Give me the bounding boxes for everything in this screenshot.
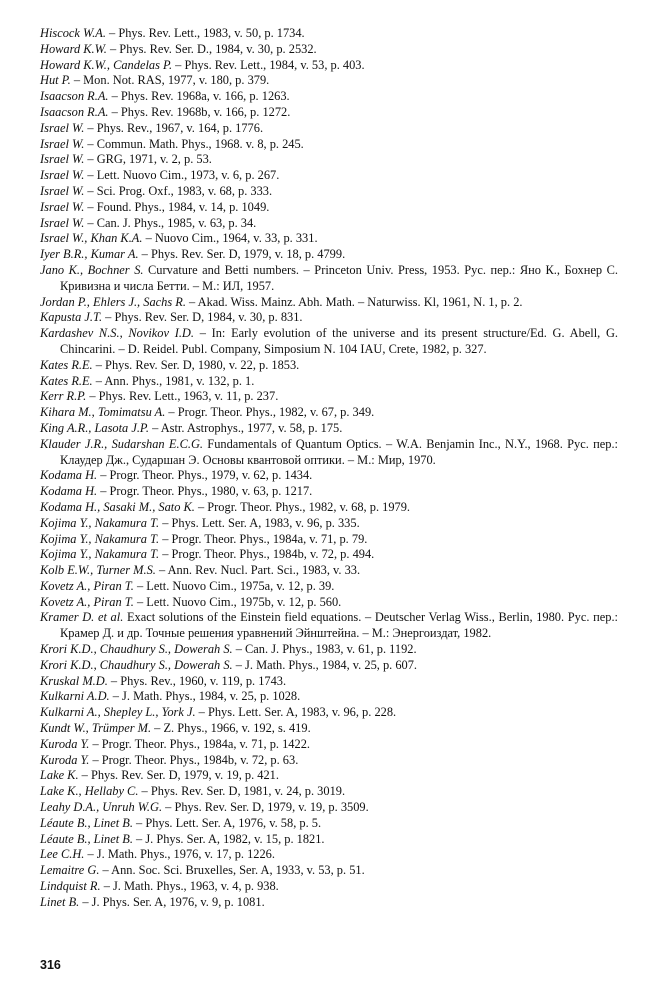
reference-authors: Kolb E.W., Turner M.S. xyxy=(40,563,156,578)
reference-authors: Kuroda Y. xyxy=(40,736,90,751)
reference-entry xyxy=(40,42,618,58)
reference-citation: Curvature and Betti numbers. – Princeton Univ. Press, 1953. Рус. пер.: Яно К., Бохнер С. Кривизна и числа Бетти. – М.: ИЛ, 1957. xyxy=(60,262,618,293)
reference-entry xyxy=(40,737,618,753)
reference-list xyxy=(40,26,618,911)
reference-entry xyxy=(40,516,618,532)
reference-authors: Lemaitre G. xyxy=(40,863,100,878)
reference-entry xyxy=(40,437,618,469)
reference-entry xyxy=(40,374,618,390)
reference-entry xyxy=(40,421,618,437)
reference-authors: Hiscock W.A. xyxy=(40,26,106,40)
reference-citation: – Phys. Rev. 1968b, v. 166, p. 1272. xyxy=(108,104,291,119)
reference-entry xyxy=(40,263,618,295)
reference-entry xyxy=(40,563,618,579)
reference-authors: Lake K. xyxy=(40,768,79,783)
reference-entry xyxy=(40,152,618,168)
reference-entry xyxy=(40,800,618,816)
reference-entry xyxy=(40,484,618,500)
reference-authors: Hut P. xyxy=(40,73,71,88)
reference-authors: Kihara M., Tomimatsu A. xyxy=(40,405,166,420)
reference-authors: Krori K.D., Chaudhury S., Dowerah S. xyxy=(40,642,233,657)
reference-citation: – Phys. Rev. Ser. D, 1980, v. 22, p. 1853. xyxy=(92,357,300,372)
reference-authors: Kojima Y., Nakamura T. xyxy=(40,531,160,546)
reference-citation: – Progr. Theor. Phys., 1980, v. 63, p. 1217. xyxy=(97,484,313,499)
reference-entry xyxy=(40,532,618,548)
reference-citation: – Sci. Prog. Oxf., 1983, v. 68, p. 333. xyxy=(84,183,273,198)
reference-entry xyxy=(40,642,618,658)
page-number: 316 xyxy=(40,958,61,972)
reference-authors: Howard K.W., Candelas P. xyxy=(40,57,173,72)
reference-citation: – J. Math. Phys., 1984, v. 25, p. 607. xyxy=(232,657,418,672)
reference-authors: Isaacson R.A. xyxy=(40,104,109,119)
reference-entry xyxy=(40,768,618,784)
reference-authors: Kulkarni A.D. xyxy=(40,689,110,704)
reference-authors: Kerr R.P. xyxy=(40,389,87,404)
reference-citation: – Phys. Rev. Ser. D., 1984, v. 30, p. 2532. xyxy=(106,41,317,56)
reference-authors: Kramer D. et al. xyxy=(40,610,124,625)
reference-entry xyxy=(40,405,618,421)
reference-entry xyxy=(40,310,618,326)
reference-citation: – Phys. Rev., 1967, v. 164, p. 1776. xyxy=(84,120,264,135)
reference-entry xyxy=(40,326,618,358)
reference-authors: Léaute B., Linet B. xyxy=(40,815,133,830)
reference-authors: Israel W. xyxy=(40,168,85,183)
reference-citation: – Ann. Rev. Nucl. Part. Sci., 1983, v. 33. xyxy=(155,563,361,578)
reference-citation: – Can. J. Phys., 1985, v. 63, p. 34. xyxy=(84,215,257,230)
reference-entry xyxy=(40,705,618,721)
reference-citation: – Progr. Theor. Phys., 1984a, v. 71, p. 1422. xyxy=(89,736,310,751)
reference-entry xyxy=(40,121,618,137)
reference-citation: – Progr. Theor. Phys., 1982, v. 67, p. 349. xyxy=(165,405,375,420)
reference-citation: – Mon. Not. RAS, 1977, v. 180, p. 379. xyxy=(70,73,270,88)
reference-entry xyxy=(40,358,618,374)
reference-citation: – Phys. Lett. Ser. A, 1976, v. 58, p. 5. xyxy=(132,815,322,830)
reference-entry xyxy=(40,879,618,895)
reference-entry xyxy=(40,216,618,232)
reference-entry xyxy=(40,58,618,74)
reference-citation: – Phys. Rev. 1968a, v. 166, p. 1263. xyxy=(108,89,290,104)
reference-citation: – J. Math. Phys., 1976, v. 17, p. 1226. xyxy=(84,847,275,862)
reference-authors: Lake K., Hellaby C. xyxy=(40,784,139,799)
reference-entry xyxy=(40,595,618,611)
reference-authors: Israel W., Khan K.A. xyxy=(40,231,143,246)
reference-citation: – Can. J. Phys., 1983, v. 61, p. 1192. xyxy=(232,642,417,657)
reference-entry xyxy=(40,832,618,848)
reference-citation: – Lett. Nuovo Cim., 1975b, v. 12, p. 560. xyxy=(133,594,342,609)
reference-authors: King A.R., Lasota J.P. xyxy=(40,420,150,435)
reference-citation: – Phys. Rev. Ser. D, 1979, v. 19, p. 3509. xyxy=(162,800,369,815)
reference-authors: Lindquist R. xyxy=(40,879,101,894)
reference-entry xyxy=(40,184,618,200)
reference-citation: – J. Phys. Ser. A, 1976, v. 9, p. 1081. xyxy=(79,894,265,909)
reference-authors: Israel W. xyxy=(40,120,85,135)
reference-authors: Kodama H., Sasaki M., Sato K. xyxy=(40,499,195,514)
reference-authors: Israel W. xyxy=(40,136,85,151)
reference-entry xyxy=(40,168,618,184)
reference-authors: Kodama H. xyxy=(40,484,98,499)
reference-authors: Kuroda Y. xyxy=(40,752,90,767)
reference-citation: – GRG, 1971, v. 2, p. 53. xyxy=(84,152,212,167)
reference-citation: – Phys. Rev. Ser. D, 1981, v. 24, p. 3019. xyxy=(138,784,346,799)
reference-authors: Isaacson R.A. xyxy=(40,89,109,104)
reference-citation: – Nuovo Cim., 1964, v. 33, p. 331. xyxy=(142,231,318,246)
reference-entry xyxy=(40,579,618,595)
reference-citation: – Progr. Theor. Phys., 1982, v. 68, p. 1979. xyxy=(194,499,411,514)
reference-citation: – Phys. Rev. Ser. D, 1984, v. 30, p. 831. xyxy=(102,310,303,325)
reference-entry xyxy=(40,73,618,89)
reference-citation: – Commun. Math. Phys., 1968. v. 8, p. 245. xyxy=(84,136,304,151)
reference-entry xyxy=(40,721,618,737)
reference-authors: Israel W. xyxy=(40,183,85,198)
reference-authors: Kapusta J.T. xyxy=(40,310,103,325)
reference-entry xyxy=(40,674,618,690)
reference-citation: – Lett. Nuovo Cim., 1975a, v. 12, p. 39. xyxy=(133,578,335,593)
reference-entry xyxy=(40,295,618,311)
reference-citation: – Phys. Rev. Ser. D, 1979, v. 19, p. 421. xyxy=(78,768,279,783)
reference-citation: – Ann. Phys., 1981, v. 132, p. 1. xyxy=(92,373,255,388)
reference-citation: – Astr. Astrophys., 1977, v. 58, p. 175. xyxy=(149,420,343,435)
reference-authors: Lee C.H. xyxy=(40,847,85,862)
reference-entry xyxy=(40,610,618,642)
reference-citation: – Phys. Rev., 1960, v. 119, p. 1743. xyxy=(107,673,287,688)
reference-entry xyxy=(40,816,618,832)
reference-entry xyxy=(40,689,618,705)
reference-citation: – Progr. Theor. Phys., 1979, v. 62, p. 1434. xyxy=(97,468,313,483)
reference-entry xyxy=(40,389,618,405)
reference-authors: Klauder J.R., Sudarshan E.C.G. xyxy=(40,436,203,451)
reference-entry xyxy=(40,89,618,105)
reference-citation: – J. Math. Phys., 1963, v. 4, p. 938. xyxy=(100,879,279,894)
reference-citation: – Progr. Theor. Phys., 1984a, v. 71, p. 79. xyxy=(159,531,368,546)
reference-entry xyxy=(40,26,618,42)
reference-authors: Kates R.E. xyxy=(40,373,93,388)
reference-citation: – Phys. Lett. Ser. A, 1983, v. 96, p. 228. xyxy=(195,705,397,720)
reference-authors: Howard K.W. xyxy=(40,41,107,56)
reference-citation: – In: Early evolution of the universe and its present structure/Ed. G. Abell, G. Chincarini. – D. Reidel. Publ. Company, Simposium N. 104 IAU, Crete, 1982, p. 327. xyxy=(60,326,619,356)
reference-entry xyxy=(40,863,618,879)
reference-citation: – Progr. Theor. Phys., 1984b, v. 72, p. 494. xyxy=(159,547,375,562)
reference-authors: Jordan P., Ehlers J., Sachs R. xyxy=(40,294,186,309)
reference-entry xyxy=(40,137,618,153)
reference-citation: – J. Math. Phys., 1984, v. 25, p. 1028. xyxy=(109,689,301,704)
reference-authors: Kodama H. xyxy=(40,468,98,483)
reference-entry xyxy=(40,847,618,863)
reference-entry xyxy=(40,547,618,563)
reference-citation: – J. Phys. Ser. A, 1982, v. 15, p. 1821. xyxy=(132,831,325,846)
reference-entry xyxy=(40,658,618,674)
reference-entry xyxy=(40,231,618,247)
reference-authors: Kovetz A., Piran T. xyxy=(40,594,134,609)
reference-authors: Leahy D.A., Unruh W.G. xyxy=(40,800,163,815)
reference-authors: Kates R.E. xyxy=(40,357,93,372)
reference-citation: – Phys. Lett. Ser. A, 1983, v. 96, p. 335. xyxy=(159,515,360,530)
reference-authors: Kojima Y., Nakamura T. xyxy=(40,515,160,530)
reference-authors: Israel W. xyxy=(40,152,85,167)
reference-citation: – Z. Phys., 1966, v. 192, s. 419. xyxy=(151,721,311,736)
reference-citation: – Phys. Rev. Lett., 1984, v. 53, p. 403. xyxy=(172,57,365,72)
reference-authors: Kojima Y., Nakamura T. xyxy=(40,547,160,562)
reference-authors: Israel W. xyxy=(40,215,85,230)
reference-citation: – Phys. Rev. Lett., 1983, v. 50, p. 1734. xyxy=(105,26,305,40)
reference-authors: Kundt W., Trümper M. xyxy=(40,721,152,736)
reference-entry xyxy=(40,105,618,121)
reference-entry xyxy=(40,500,618,516)
reference-entry xyxy=(40,247,618,263)
reference-citation: Fundamentals of Quantum Optics. – W.A. Benjamin Inc., N.Y., 1968. Рус. пер.: Клаудер Дж., Сударшан Э. Основы квантовой оптики. – М.: Мир, 1970. xyxy=(60,436,618,467)
reference-authors: Krori K.D., Chaudhury S., Dowerah S. xyxy=(40,657,233,672)
reference-authors: Léaute B., Linet B. xyxy=(40,831,133,846)
reference-citation: – Akad. Wiss. Mainz. Abh. Math. – Naturwiss. Kl, 1961, N. 1, p. 2. xyxy=(185,294,523,309)
reference-authors: Jano K., Bochner S. xyxy=(40,262,144,277)
reference-entry xyxy=(40,895,618,911)
reference-authors: Israel W. xyxy=(40,199,85,214)
reference-citation: Exact solutions of the Einstein field equations. – Deutscher Verlag Wiss., Berlin, 1980. Рус. пер.: Крамер Д. и др. Точные решения уравнений Эйнштейна. – М.: Энергоиздат, 1982. xyxy=(60,610,618,641)
reference-authors: Kovetz A., Piran T. xyxy=(40,578,134,593)
reference-entry xyxy=(40,468,618,484)
reference-entry xyxy=(40,200,618,216)
reference-authors: Kulkarni A., Shepley L., York J. xyxy=(40,705,196,720)
reference-authors: Linet B. xyxy=(40,894,80,909)
reference-entry xyxy=(40,753,618,769)
reference-entry xyxy=(40,784,618,800)
reference-authors: Kruskal M.D. xyxy=(40,673,108,688)
reference-citation: – Lett. Nuovo Cim., 1973, v. 6, p. 267. xyxy=(84,168,280,183)
reference-authors: Kardashev N.S., Novikov I.D. xyxy=(40,326,194,341)
reference-citation: – Ann. Soc. Sci. Bruxelles, Ser. A, 1933, v. 53, p. 51. xyxy=(99,863,365,878)
reference-authors: Iyer B.R., Kumar A. xyxy=(40,247,139,262)
reference-citation: – Phys. Rev. Lett., 1963, v. 11, p. 237. xyxy=(86,389,279,404)
reference-citation: – Found. Phys., 1984, v. 14, p. 1049. xyxy=(84,199,270,214)
reference-citation: – Phys. Rev. Ser. D, 1979, v. 18, p. 4799. xyxy=(138,247,346,262)
reference-citation: – Progr. Theor. Phys., 1984b, v. 72, p. 63. xyxy=(89,752,299,767)
